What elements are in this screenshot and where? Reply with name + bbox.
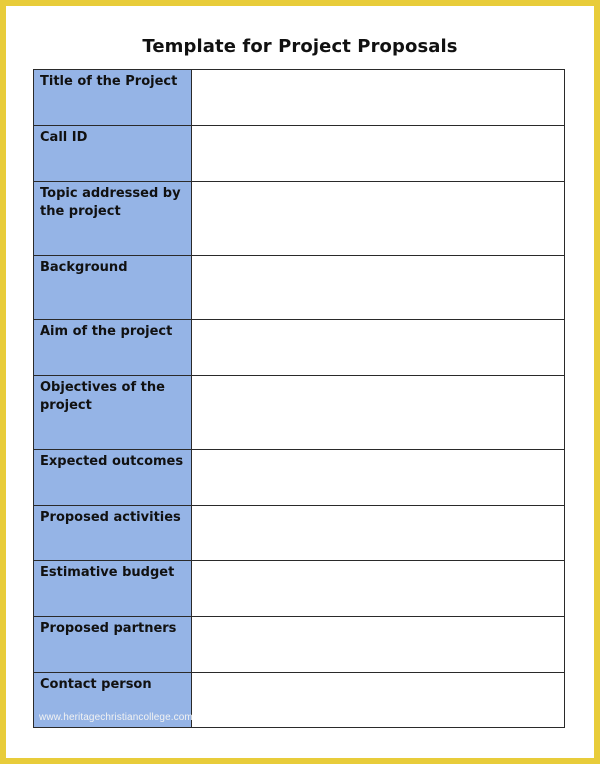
field-value-cell[interactable]	[192, 450, 565, 506]
field-label-cell	[34, 450, 192, 506]
field-value-cell[interactable]	[192, 673, 565, 728]
field-value-cell[interactable]	[192, 320, 565, 376]
table-row	[34, 256, 565, 320]
table-row	[34, 450, 565, 506]
field-label: Proposed partners	[40, 621, 177, 636]
field-value-cell[interactable]	[192, 561, 565, 617]
table-row	[34, 182, 565, 256]
field-label-cell	[34, 506, 192, 561]
field-label: Expected outcomes	[40, 454, 184, 469]
table-row	[34, 126, 565, 182]
field-value-cell[interactable]	[192, 70, 565, 126]
field-label-cell	[34, 561, 192, 617]
field-label-cell	[34, 256, 192, 320]
field-label: Aim of the project	[40, 324, 173, 339]
field-label-cell	[34, 617, 192, 673]
table-row	[34, 376, 565, 450]
field-label-cell	[34, 320, 192, 376]
field-label-cell	[34, 182, 192, 256]
document-title: Template for Project Proposals	[142, 36, 458, 57]
field-label: Proposed activities	[40, 510, 181, 525]
field-value-cell[interactable]	[192, 256, 565, 320]
field-label: Topic addressed by the project	[40, 186, 181, 219]
field-label: Contact person	[40, 677, 152, 692]
field-label: Objectives of the project	[40, 380, 165, 413]
field-label-cell	[34, 70, 192, 126]
proposal-form-table	[33, 69, 565, 728]
table-row	[34, 561, 565, 617]
field-value-cell[interactable]	[192, 182, 565, 256]
field-label: Call ID	[40, 130, 88, 145]
field-value-cell[interactable]	[192, 506, 565, 561]
field-label: Estimative budget	[40, 565, 175, 580]
table-row	[34, 506, 565, 561]
table-row	[34, 617, 565, 673]
field-value-cell[interactable]	[192, 376, 565, 450]
watermark-text: www.heritagechristiancollege.com	[39, 712, 193, 723]
field-label-cell	[34, 126, 192, 182]
field-value-cell[interactable]	[192, 617, 565, 673]
field-value-cell[interactable]	[192, 126, 565, 182]
table-row	[34, 320, 565, 376]
field-label: Background	[40, 260, 128, 275]
table-row	[34, 70, 565, 126]
field-label-cell	[34, 376, 192, 450]
field-label: Title of the Project	[40, 74, 178, 89]
